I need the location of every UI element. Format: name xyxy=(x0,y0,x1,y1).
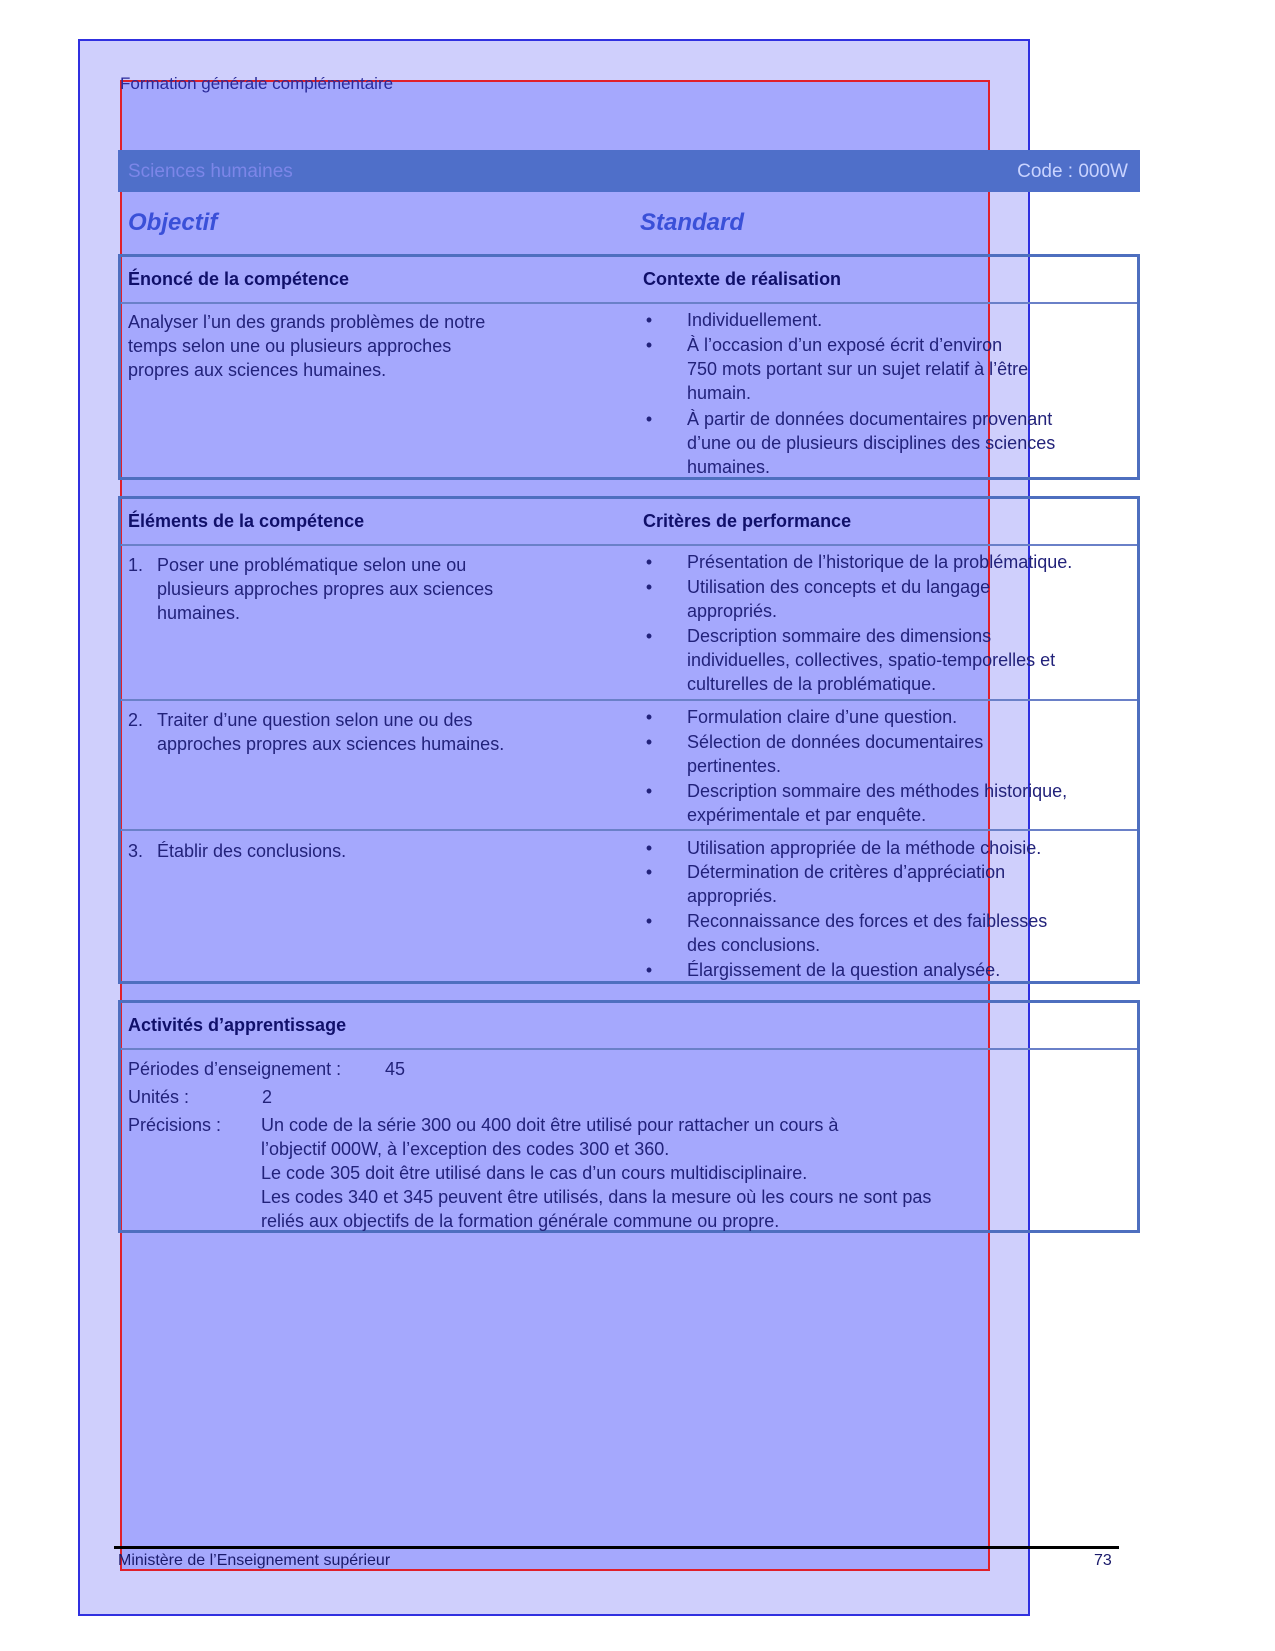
footer-divider xyxy=(114,1546,1119,1549)
statement-line: temps selon une ou plusieurs approches xyxy=(128,336,452,356)
bullet-icon: • xyxy=(645,781,653,801)
element-line: humaines. xyxy=(157,603,241,623)
criteria-heading: Critères de performance xyxy=(643,511,852,531)
units-label: Unités : xyxy=(128,1087,190,1107)
bullet-icon: • xyxy=(645,862,653,882)
bullet-icon: • xyxy=(645,911,653,931)
element-number: 1. xyxy=(128,555,144,575)
banner-subject: Sciences humaines xyxy=(128,161,293,182)
subject-banner xyxy=(118,150,1140,192)
criterion-line: Présentation de l’historique de la problématique. xyxy=(687,552,1073,572)
statement-line: propres aux sciences humaines. xyxy=(128,360,387,380)
context-line: humain. xyxy=(687,383,752,403)
units-value: 2 xyxy=(262,1087,273,1107)
elements-box-head xyxy=(121,499,1137,546)
row-divider xyxy=(121,829,1137,831)
criterion-line: culturelles de la problématique. xyxy=(687,674,937,694)
bullet-icon: • xyxy=(645,838,653,858)
element-1 xyxy=(128,553,618,625)
precision-line: l’objectif 000W, à l’exception des codes 300 et 360. xyxy=(261,1139,670,1159)
competence-statement xyxy=(128,310,618,382)
element-line: Établir des conclusions. xyxy=(157,841,347,861)
context-heading: Contexte de réalisation xyxy=(643,269,842,289)
element-line: plusieurs approches propres aux sciences xyxy=(157,579,494,599)
bullet-icon: • xyxy=(645,552,653,572)
bullet-icon: • xyxy=(645,409,653,429)
elements-heading: Éléments de la compétence xyxy=(128,511,365,531)
elements-box xyxy=(118,496,1140,984)
context-line: 750 mots portant sur un sujet relatif à l’être xyxy=(687,359,1029,379)
bullet-icon: • xyxy=(645,577,653,597)
criterion-line: appropriés. xyxy=(687,601,778,621)
context-line: Individuellement. xyxy=(687,310,823,330)
context-line: humaines. xyxy=(687,457,771,477)
element-2 xyxy=(128,708,618,756)
bullet-icon: • xyxy=(645,626,653,646)
competence-statement-heading: Énoncé de la compétence xyxy=(128,269,350,289)
precision-line: reliés aux objectifs de la formation générale commune ou propre. xyxy=(261,1211,780,1231)
bullet-icon: • xyxy=(645,732,653,752)
criterion-line: Détermination de critères d’appréciation xyxy=(687,862,1006,882)
precisions-label: Précisions : xyxy=(128,1115,222,1135)
element-line: Poser une problématique selon une ou xyxy=(157,555,467,575)
element-line: approches propres aux sciences humaines. xyxy=(157,734,505,754)
element-line: Traiter d’une question selon une ou des xyxy=(157,710,473,730)
criterion-line: Sélection de données documentaires xyxy=(687,732,984,752)
context-line: d’une ou de plusieurs disciplines des sciences xyxy=(687,433,1056,453)
context-line: À partir de données documentaires provenant xyxy=(687,409,1053,429)
footer-ministry: Ministère de l’Enseignement supérieur xyxy=(118,1552,391,1569)
periods-value: 45 xyxy=(385,1059,406,1079)
element-3 xyxy=(128,839,618,863)
precision-line: Le code 305 doit être utilisé dans le cas d’un cours multidisciplinaire. xyxy=(261,1163,808,1183)
bullet-icon: • xyxy=(645,960,653,980)
criterion-line: pertinentes. xyxy=(687,756,782,776)
activities-box-head xyxy=(121,1003,1137,1050)
statement-line: Analyser l’un des grands problèmes de notre xyxy=(128,312,486,332)
element-number: 2. xyxy=(128,710,144,730)
objectif-heading: Objectif xyxy=(128,209,218,236)
running-header: Formation générale complémentaire xyxy=(120,74,394,93)
criterion-line: des conclusions. xyxy=(687,935,821,955)
precisions-text xyxy=(261,1113,1131,1233)
criterion-line: individuelles, collectives, spatio-temporelles et xyxy=(687,650,1056,670)
element-number: 3. xyxy=(128,841,144,861)
criterion-line: appropriés. xyxy=(687,886,778,906)
banner-code: Code : 000W xyxy=(1017,161,1128,182)
criterion-line: Utilisation appropriée de la méthode choisie. xyxy=(687,838,1042,858)
criterion-line: Utilisation des concepts et du langage xyxy=(687,577,991,597)
activities-heading: Activités d’apprentissage xyxy=(128,1015,347,1035)
page-number: 73 xyxy=(1094,1552,1112,1569)
precision-line: Un code de la série 300 ou 400 doit être utilisé pour rattacher un cours à xyxy=(261,1115,839,1135)
criterion-line: Formulation claire d’une question. xyxy=(687,707,958,727)
criterion-line: Description sommaire des méthodes historique, xyxy=(687,781,1068,801)
criterion-line: Élargissement de la question analysée. xyxy=(687,960,1001,980)
precision-line: Les codes 340 et 345 peuvent être utilisés, dans la mesure où les cours ne sont pas xyxy=(261,1187,932,1207)
criterion-line: Description sommaire des dimensions xyxy=(687,626,992,646)
bullet-icon: • xyxy=(645,310,653,330)
periods-label: Périodes d’enseignement : xyxy=(128,1059,342,1079)
competence-box-head xyxy=(121,257,1137,304)
context-line: À l’occasion d’un exposé écrit d’environ xyxy=(687,335,1003,355)
criterion-line: expérimentale et par enquête. xyxy=(687,805,927,825)
row-divider xyxy=(121,699,1137,701)
competence-box xyxy=(118,254,1140,480)
bullet-icon: • xyxy=(645,335,653,355)
criterion-line: Reconnaissance des forces et des faiblesses xyxy=(687,911,1048,931)
standard-heading: Standard xyxy=(640,209,745,236)
activities-box xyxy=(118,1000,1140,1233)
bullet-icon: • xyxy=(645,707,653,727)
